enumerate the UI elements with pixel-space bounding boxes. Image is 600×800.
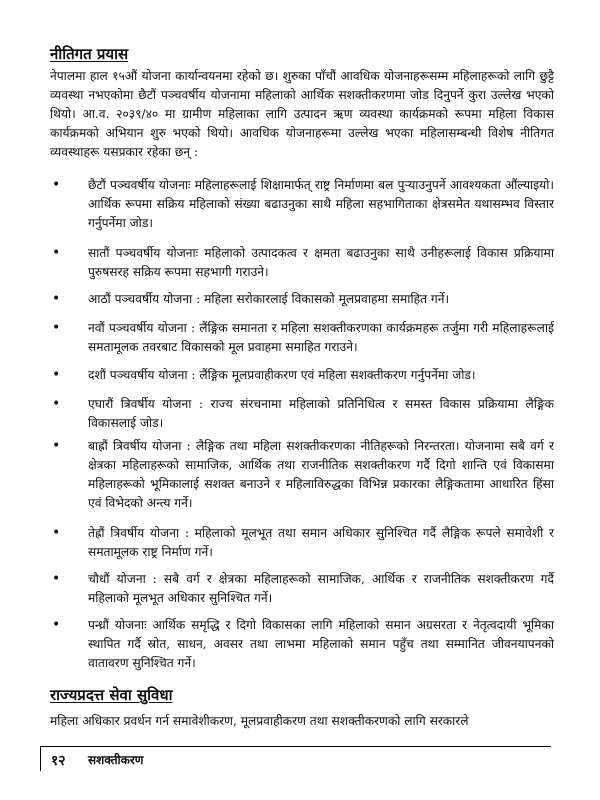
running-title: सशक्तीकरण (88, 753, 144, 767)
list-item-text: तेह्रौं त्रिवर्षीय योजना : महिलाको मूलभूत तथा समान अधिकार सुनिश्चित गर्दै लैङ्गिक रूपले समावेशी र समतामूलक राष्ट्र निर्माण गर्ने। (88, 526, 554, 559)
bullet-icon: • (52, 525, 61, 541)
bullet-icon: • (52, 396, 61, 412)
section-heading-state-services: राज्यप्रदत्त सेवा सुविधा (50, 686, 173, 704)
bullet-icon: • (52, 320, 61, 336)
bullet-icon: • (52, 367, 61, 383)
bullet-icon: • (52, 177, 61, 193)
list-item-text: छैटौं पञ्चवर्षीय योजनाः महिलाहरूलाई शिक्षामार्फत् राष्ट्र निर्माणमा बल पुर्‍याउनुपर्ने आवश्यकता औंल्याइयो। आर्थिक रूपमा सक्रिय महिलाको संख्या बढाउनुका साथै महिला सहभागिताका क्षेत्रसमेत यथासम्भव विस्तार गर्नुपर्नेमा जोड। (88, 178, 554, 230)
list-item-text: सातौं पञ्चवर्षीय योजनाः महिलाको उत्पादकत्व र क्षमता बढाउनुका साथै उनीहरूलाई विकास प्रक्रियामा पुरुषसरह सक्रिय रूपमा सहभागी गराउने। (88, 246, 554, 279)
bullet-icon: • (52, 571, 61, 587)
list-item-text: आठौं पञ्चवर्षीय योजना : महिला सरोकारलाई विकासको मूलप्रवाहमा समाहित गर्ने। (88, 292, 450, 306)
bullet-icon: • (52, 438, 61, 454)
list-item-text: नवौं पञ्चवर्षीय योजना : लैंङ्गिक समानता र महिला सशक्तीकरणका कार्यक्रमहरू तर्जुमा गरी महिलाहरूलाई समतामूलक तवरबाट विकासको मूल प्रवाहमा समाहित गराउने। (88, 321, 554, 354)
section-heading-policy-efforts: नीतिगत प्रयास (50, 45, 129, 63)
bullet-icon: • (52, 245, 61, 261)
list-item-text: एघारौं त्रिवर्षीय योजना : राज्य संरचनामा महिलाको प्रतिनिधित्व र समस्त विकास प्रक्रियामा लैङ्गिक विकासलाई जोड। (88, 397, 554, 430)
list-item-text: दशौं पञ्चवर्षीय योजना : लैंङ्गिक मूलप्रवाहीकरण एवं महिला सशक्तीकरण गर्नुपर्नेमा जोड। (88, 368, 476, 382)
list-item-text: चौधौं योजना : सबै वर्ग र क्षेत्रका महिलाहरूको सामाजिक, आर्थिक र राजनीतिक सशक्तीकरण गर्दै महिलाको मूलभूत अधिकार सुनिश्चित गर्ने। (88, 572, 554, 605)
bullet-icon: • (52, 291, 61, 307)
page-footer (40, 746, 551, 771)
bullet-icon: • (52, 617, 61, 633)
services-paragraph: महिला अधिकार प्रवर्धन गर्न समावेशीकरण, मूलप्रवाहीकरण तथा सशक्तीकरणको लागि सरकारले (50, 714, 469, 728)
list-item-text: पन्ध्रौं योजनाः आर्थिक समृद्धि र दिगो विकासका लागि महिलाको समान अग्रसरता र नेतृत्वदायी भूमिका स्थापित गर्दै स्रोत, साधन, अवसर तथा लाभमा महिलाको समान पहुँच तथा सम्मानित जीवनयापनको वातावरण सुनिश्चित गर्ने। (88, 618, 554, 670)
intro-paragraph: नेपालमा हाल १५औं योजना कार्यान्वयनमा रहेको छ। शुरुका पाँचौं आवधिक योजनाहरूसम्म महिलाहरूको लागि छुट्टै व्यवस्था नभएकोमा छैटौं पञ्चवर्षीय योजनामा महिलाको आर्थिक सशक्तीकरणमा जोड दिनुपर्ने कुरा उल्लेख भएको थियो। आ.व. २०३९/४० मा ग्रामीण महिलाका लागि उत्पादन ऋण व्यवस्था कार्यक्रमको रूपमा महिला विकास कार्यक्रमको अभियान शुरु भएको थियो। आवधिक योजनाहरूमा उल्लेख भएका महिलासम्बन्धी विशेष नीतिगत व्यवस्थाहरू यसप्रकार रहेका छन् : (50, 69, 554, 159)
list-item-text: बाह्रौं त्रिवर्षीय योजना : लैङ्गिक तथा महिला सशक्तीकरणका नीतिहरूको निरन्तरता। योजनामा सबै वर्ग र क्षेत्रका महिलाहरूको सामाजिक, आर्थिक तथा राजनीतिक सशक्तीकरण गर्दै दिगो शान्ति एवं विकासमा महिलाहरूको भूमिकालाई सशक्त बनाउने र महिलाविरुद्धका विभिन्न प्रकारका लैङ्गिकतामा आधारित हिंसा एवं विभेदको अन्त्य गर्ने। (88, 439, 554, 510)
page-number: १२ (51, 753, 66, 769)
